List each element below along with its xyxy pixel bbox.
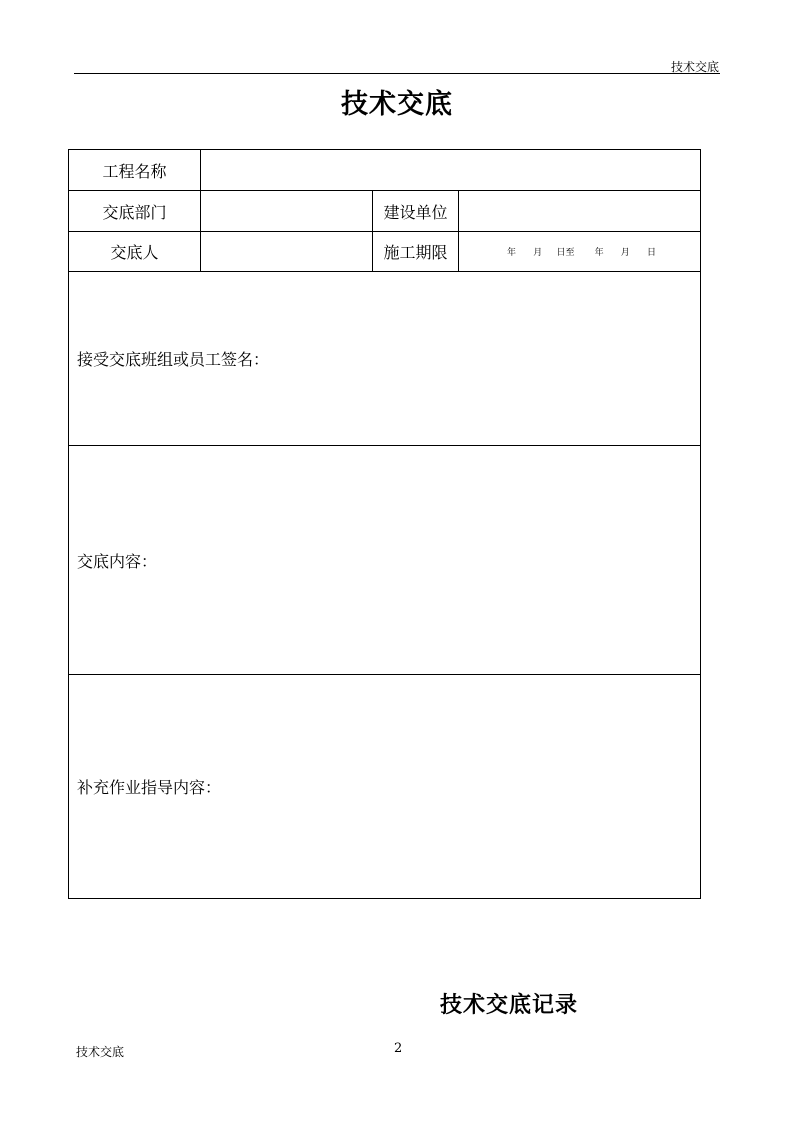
period-month-1: 月 [533,248,543,258]
disclosure-form-table [68,149,701,899]
period-label: 施工期限 [373,232,459,272]
supplement-area[interactable] [69,675,701,899]
next-section-title: 技术交底记录 [440,992,579,1018]
unit-label: 建设单位 [373,191,459,232]
period-date-range [459,245,700,258]
period-month-2: 月 [620,248,630,258]
row-supplement [69,675,701,899]
document-title: 技术交底 [341,89,453,120]
row-content [69,446,701,675]
project-name-field[interactable] [201,150,701,191]
dept-field[interactable] [201,191,373,232]
footer-text: 技术交底 [76,1045,125,1059]
supplement-label: 补充作业指导内容： [77,778,222,797]
dept-label: 交底部门 [69,191,201,232]
row-dept-unit [69,191,701,232]
unit-field[interactable] [459,191,701,232]
row-person-period [69,232,701,272]
header-rule [74,73,720,74]
person-label: 交底人 [69,232,201,272]
content-label: 交底内容： [77,551,158,571]
period-year-2: 年 [594,248,604,258]
row-project-name [69,150,701,191]
period-field[interactable] [459,232,701,272]
running-header: 技术交底 [670,60,719,74]
person-field[interactable] [201,232,373,272]
content-area[interactable] [69,446,701,675]
row-signatures [69,272,701,446]
signatures-area[interactable] [69,272,701,446]
signatures-label: 接受交底班组或员工签名： [77,350,270,369]
period-day-2: 日 [646,248,656,258]
project-name-label: 工程名称 [69,150,201,191]
period-day-1: 日至 [556,248,575,258]
period-year-1: 年 [507,248,517,258]
page-number: 2 [394,1041,403,1056]
